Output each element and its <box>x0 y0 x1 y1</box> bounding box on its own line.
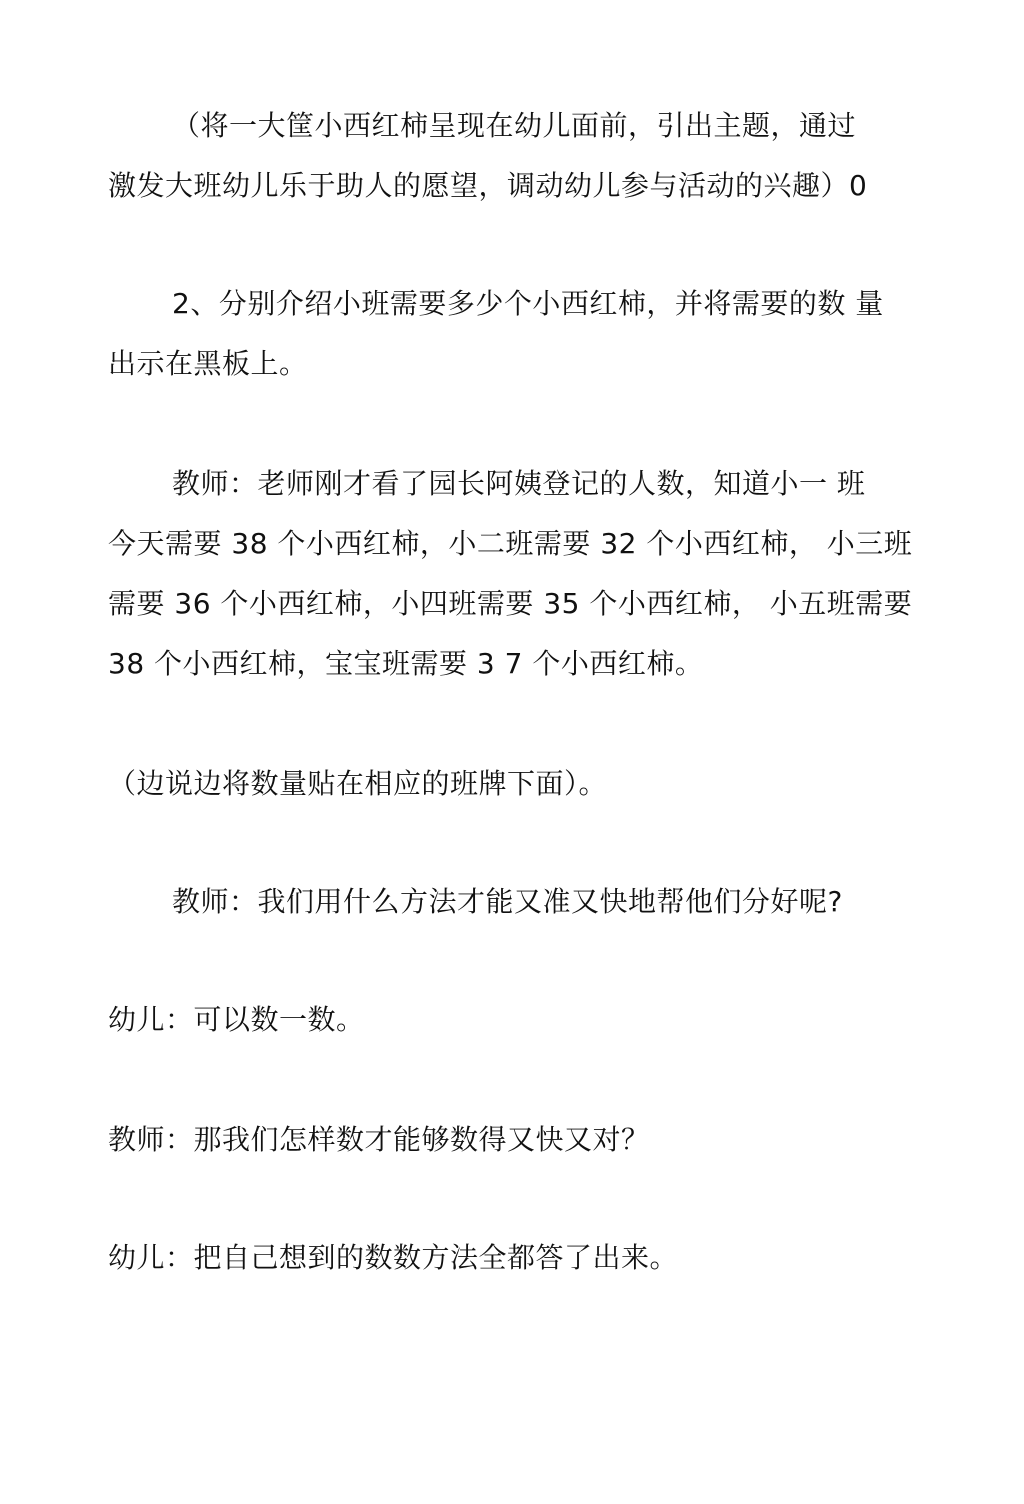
paragraph-2-line-1: 2、分别介绍小班需要多少个小西红柿，并将需要的数 量 <box>172 287 884 320</box>
paragraph-2-line-2: 出示在黑板上。 <box>108 347 308 380</box>
paragraph-5: 教师：我们用什么方法才能又准又快地帮他们分好呢? <box>172 885 843 918</box>
paragraph-8: 幼儿：把自己想到的数数方法全都答了出来。 <box>108 1241 679 1274</box>
paragraph-3-line-2: 今天需要 38 个小西红柿，小二班需要 32 个小西红柿， 小三班 <box>108 527 913 560</box>
paragraph-3-line-4: 38 个小西红柿，宝宝班需要 3 7 个小西红柿。 <box>108 647 704 680</box>
paragraph-7: 教师：那我们怎样数才能够数得又快又对？ <box>108 1123 650 1156</box>
paragraph-6: 幼儿：可以数一数。 <box>108 1003 365 1036</box>
paragraph-4: （边说边将数量贴在相应的班牌下面）。 <box>108 767 608 800</box>
paragraph-1-line-1: （将一大筐小西红柿呈现在幼儿面前，引出主题，通过 <box>172 109 857 142</box>
paragraph-1-line-2: 激发大班幼儿乐于助人的愿望，调动幼儿参与活动的兴趣）0 <box>108 169 868 202</box>
paragraph-3-line-3: 需要 36 个小西红柿，小四班需要 35 个小西红柿， 小五班需要 <box>108 587 913 620</box>
paragraph-3-line-1: 教师：老师刚才看了园长阿姨登记的人数，知道小一 班 <box>172 467 866 500</box>
